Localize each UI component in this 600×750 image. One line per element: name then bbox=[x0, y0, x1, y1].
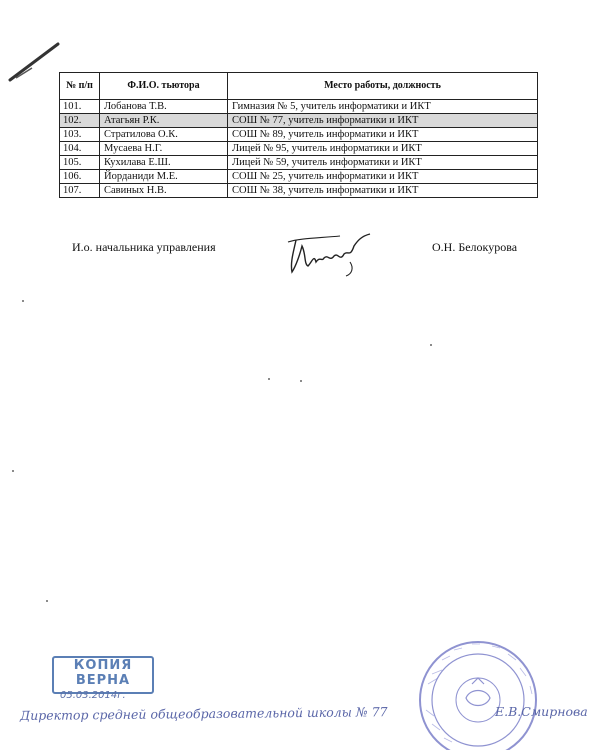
row-name: Кухилава Е.Ш. bbox=[100, 156, 228, 170]
row-work: Лицей № 59, учитель информатики и ИКТ bbox=[228, 156, 538, 170]
school-seal-icon bbox=[408, 634, 538, 750]
table-row bbox=[60, 156, 538, 170]
row-work: Лицей № 95, учитель информатики и ИКТ bbox=[228, 142, 538, 156]
stamp-line1: КОПИЯ bbox=[73, 658, 133, 673]
row-name: Мусаева Н.Г. bbox=[100, 142, 228, 156]
table-header-row bbox=[60, 73, 538, 100]
scan-speck bbox=[46, 600, 48, 602]
table-row bbox=[60, 114, 538, 128]
row-work: СОШ № 38, учитель информатики и ИКТ bbox=[228, 184, 538, 198]
table-row bbox=[60, 170, 538, 184]
table-row bbox=[60, 142, 538, 156]
row-num: 104. bbox=[60, 142, 100, 156]
row-num: 106. bbox=[60, 170, 100, 184]
director-name-handwritten: Е.В.Смирнова bbox=[495, 704, 588, 719]
table-row bbox=[60, 184, 538, 198]
tutor-table bbox=[59, 72, 538, 198]
row-work: СОШ № 89, учитель информатики и ИКТ bbox=[228, 128, 538, 142]
row-num: 107. bbox=[60, 184, 100, 198]
row-name: Йорданиди М.Е. bbox=[100, 170, 228, 184]
row-name: Атагьян Р.К. bbox=[100, 114, 228, 128]
row-num: 101. bbox=[60, 100, 100, 114]
stamp-date: 05.03.2014г. bbox=[60, 690, 126, 701]
table-row bbox=[60, 128, 538, 142]
row-work: СОШ № 25, учитель информатики и ИКТ bbox=[228, 170, 538, 184]
header-name: Ф.И.О. тьютора bbox=[100, 73, 228, 100]
scan-speck bbox=[268, 378, 270, 380]
row-num: 102. bbox=[60, 114, 100, 128]
row-num: 105. bbox=[60, 156, 100, 170]
row-num: 103. bbox=[60, 128, 100, 142]
copy-verified-stamp bbox=[52, 656, 154, 694]
handwritten-signature-icon bbox=[280, 232, 380, 278]
scan-speck bbox=[22, 300, 24, 302]
header-work: Место работы, должность bbox=[228, 73, 538, 100]
row-name: Стратилова О.К. bbox=[100, 128, 228, 142]
header-num: № п/п bbox=[60, 73, 100, 100]
row-work: Гимназия № 5, учитель информатики и ИКТ bbox=[228, 100, 538, 114]
row-name: Лобанова Т.В. bbox=[100, 100, 228, 114]
signatory-name: О.Н. Белокурова bbox=[432, 240, 518, 254]
stamp-line2: ВЕРНА bbox=[75, 673, 131, 688]
row-name: Савиных Н.В. bbox=[100, 184, 228, 198]
scan-mark-icon bbox=[6, 38, 66, 84]
row-work: СОШ № 77, учитель информатики и ИКТ bbox=[228, 114, 538, 128]
scan-speck bbox=[430, 344, 432, 346]
table-row bbox=[60, 100, 538, 114]
director-handwritten-note: Директор средней общеобразовательной школы № 77 bbox=[19, 704, 388, 723]
scan-speck bbox=[300, 380, 302, 382]
signatory-role: И.о. начальника управления bbox=[72, 240, 216, 254]
scan-speck bbox=[12, 470, 14, 472]
